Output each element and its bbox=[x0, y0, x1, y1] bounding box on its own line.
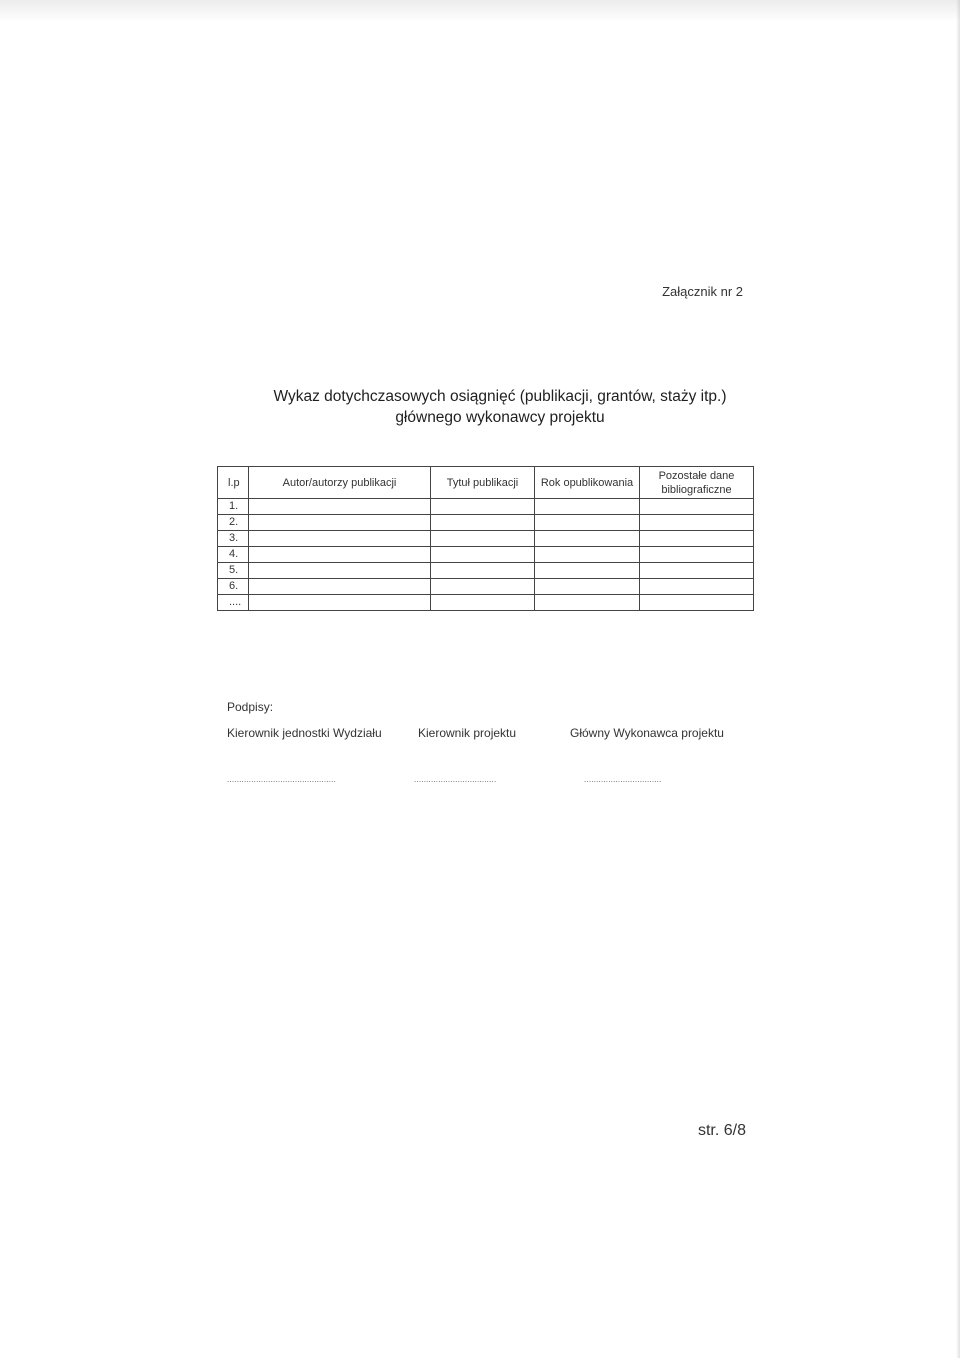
title-cell bbox=[431, 547, 535, 563]
table-row bbox=[218, 531, 754, 547]
signatures-heading: Podpisy: bbox=[227, 700, 274, 714]
table-header-row bbox=[218, 467, 754, 499]
bibliographic-cell bbox=[640, 499, 754, 515]
table-row bbox=[218, 595, 754, 611]
title-line-1: Wykaz dotychczasowych osiągnięć (publikacji, grantów, staży itp.) bbox=[273, 388, 727, 405]
signature-line-project-manager: .................................. bbox=[414, 775, 497, 784]
title-cell bbox=[431, 563, 535, 579]
row-number: 5. bbox=[218, 563, 249, 579]
scan-shadow-right bbox=[956, 0, 960, 1358]
author-cell bbox=[249, 579, 431, 595]
author-cell bbox=[249, 595, 431, 611]
author-cell bbox=[249, 531, 431, 547]
author-cell bbox=[249, 499, 431, 515]
scan-shadow-top bbox=[0, 0, 960, 22]
column-header-author: Autor/autorzy publikacji bbox=[249, 467, 431, 499]
bibliographic-cell bbox=[640, 595, 754, 611]
author-cell bbox=[249, 547, 431, 563]
column-header-year: Rok opublikowania bbox=[535, 467, 640, 499]
year-cell bbox=[535, 499, 640, 515]
publications-table bbox=[217, 466, 754, 611]
signature-line-main-contractor: ................................ bbox=[584, 775, 662, 784]
title-cell bbox=[431, 515, 535, 531]
signature-line-unit-head: ............................................. bbox=[227, 775, 337, 784]
signature-role-unit-head: Kierownik jednostki Wydziału bbox=[227, 726, 382, 740]
signature-role-project-manager: Kierownik projektu bbox=[418, 726, 517, 740]
year-cell bbox=[535, 595, 640, 611]
year-cell bbox=[535, 563, 640, 579]
row-number: 6. bbox=[218, 579, 249, 595]
bibliographic-cell bbox=[640, 579, 754, 595]
document-title bbox=[180, 386, 820, 428]
row-number: 1. bbox=[218, 499, 249, 515]
title-cell bbox=[431, 499, 535, 515]
title-line-2: głównego wykonawcy projektu bbox=[395, 409, 605, 426]
row-number: 3. bbox=[218, 531, 249, 547]
column-header-bibliographic: Pozostałe dane bibliograficzne bbox=[640, 467, 754, 499]
column-header-lp: l.p bbox=[218, 467, 249, 499]
table-row bbox=[218, 563, 754, 579]
page-number: str. 6/8 bbox=[697, 1122, 746, 1139]
author-cell bbox=[249, 515, 431, 531]
title-cell bbox=[431, 531, 535, 547]
year-cell bbox=[535, 579, 640, 595]
signature-role-main-contractor: Główny Wykonawca projektu bbox=[570, 726, 724, 740]
row-number: .... bbox=[218, 595, 249, 611]
title-cell bbox=[431, 595, 535, 611]
year-cell bbox=[535, 515, 640, 531]
bibliographic-cell bbox=[640, 515, 754, 531]
attachment-label: Załącznik nr 2 bbox=[662, 284, 743, 299]
bibliographic-cell bbox=[640, 563, 754, 579]
row-number: 2. bbox=[218, 515, 249, 531]
bibliographic-cell bbox=[640, 531, 754, 547]
row-number: 4. bbox=[218, 547, 249, 563]
author-cell bbox=[249, 563, 431, 579]
year-cell bbox=[535, 531, 640, 547]
table-row bbox=[218, 499, 754, 515]
column-header-title: Tytuł publikacji bbox=[431, 467, 535, 499]
table-row bbox=[218, 515, 754, 531]
bibliographic-cell bbox=[640, 547, 754, 563]
table-row bbox=[218, 579, 754, 595]
table-row bbox=[218, 547, 754, 563]
year-cell bbox=[535, 547, 640, 563]
title-cell bbox=[431, 579, 535, 595]
